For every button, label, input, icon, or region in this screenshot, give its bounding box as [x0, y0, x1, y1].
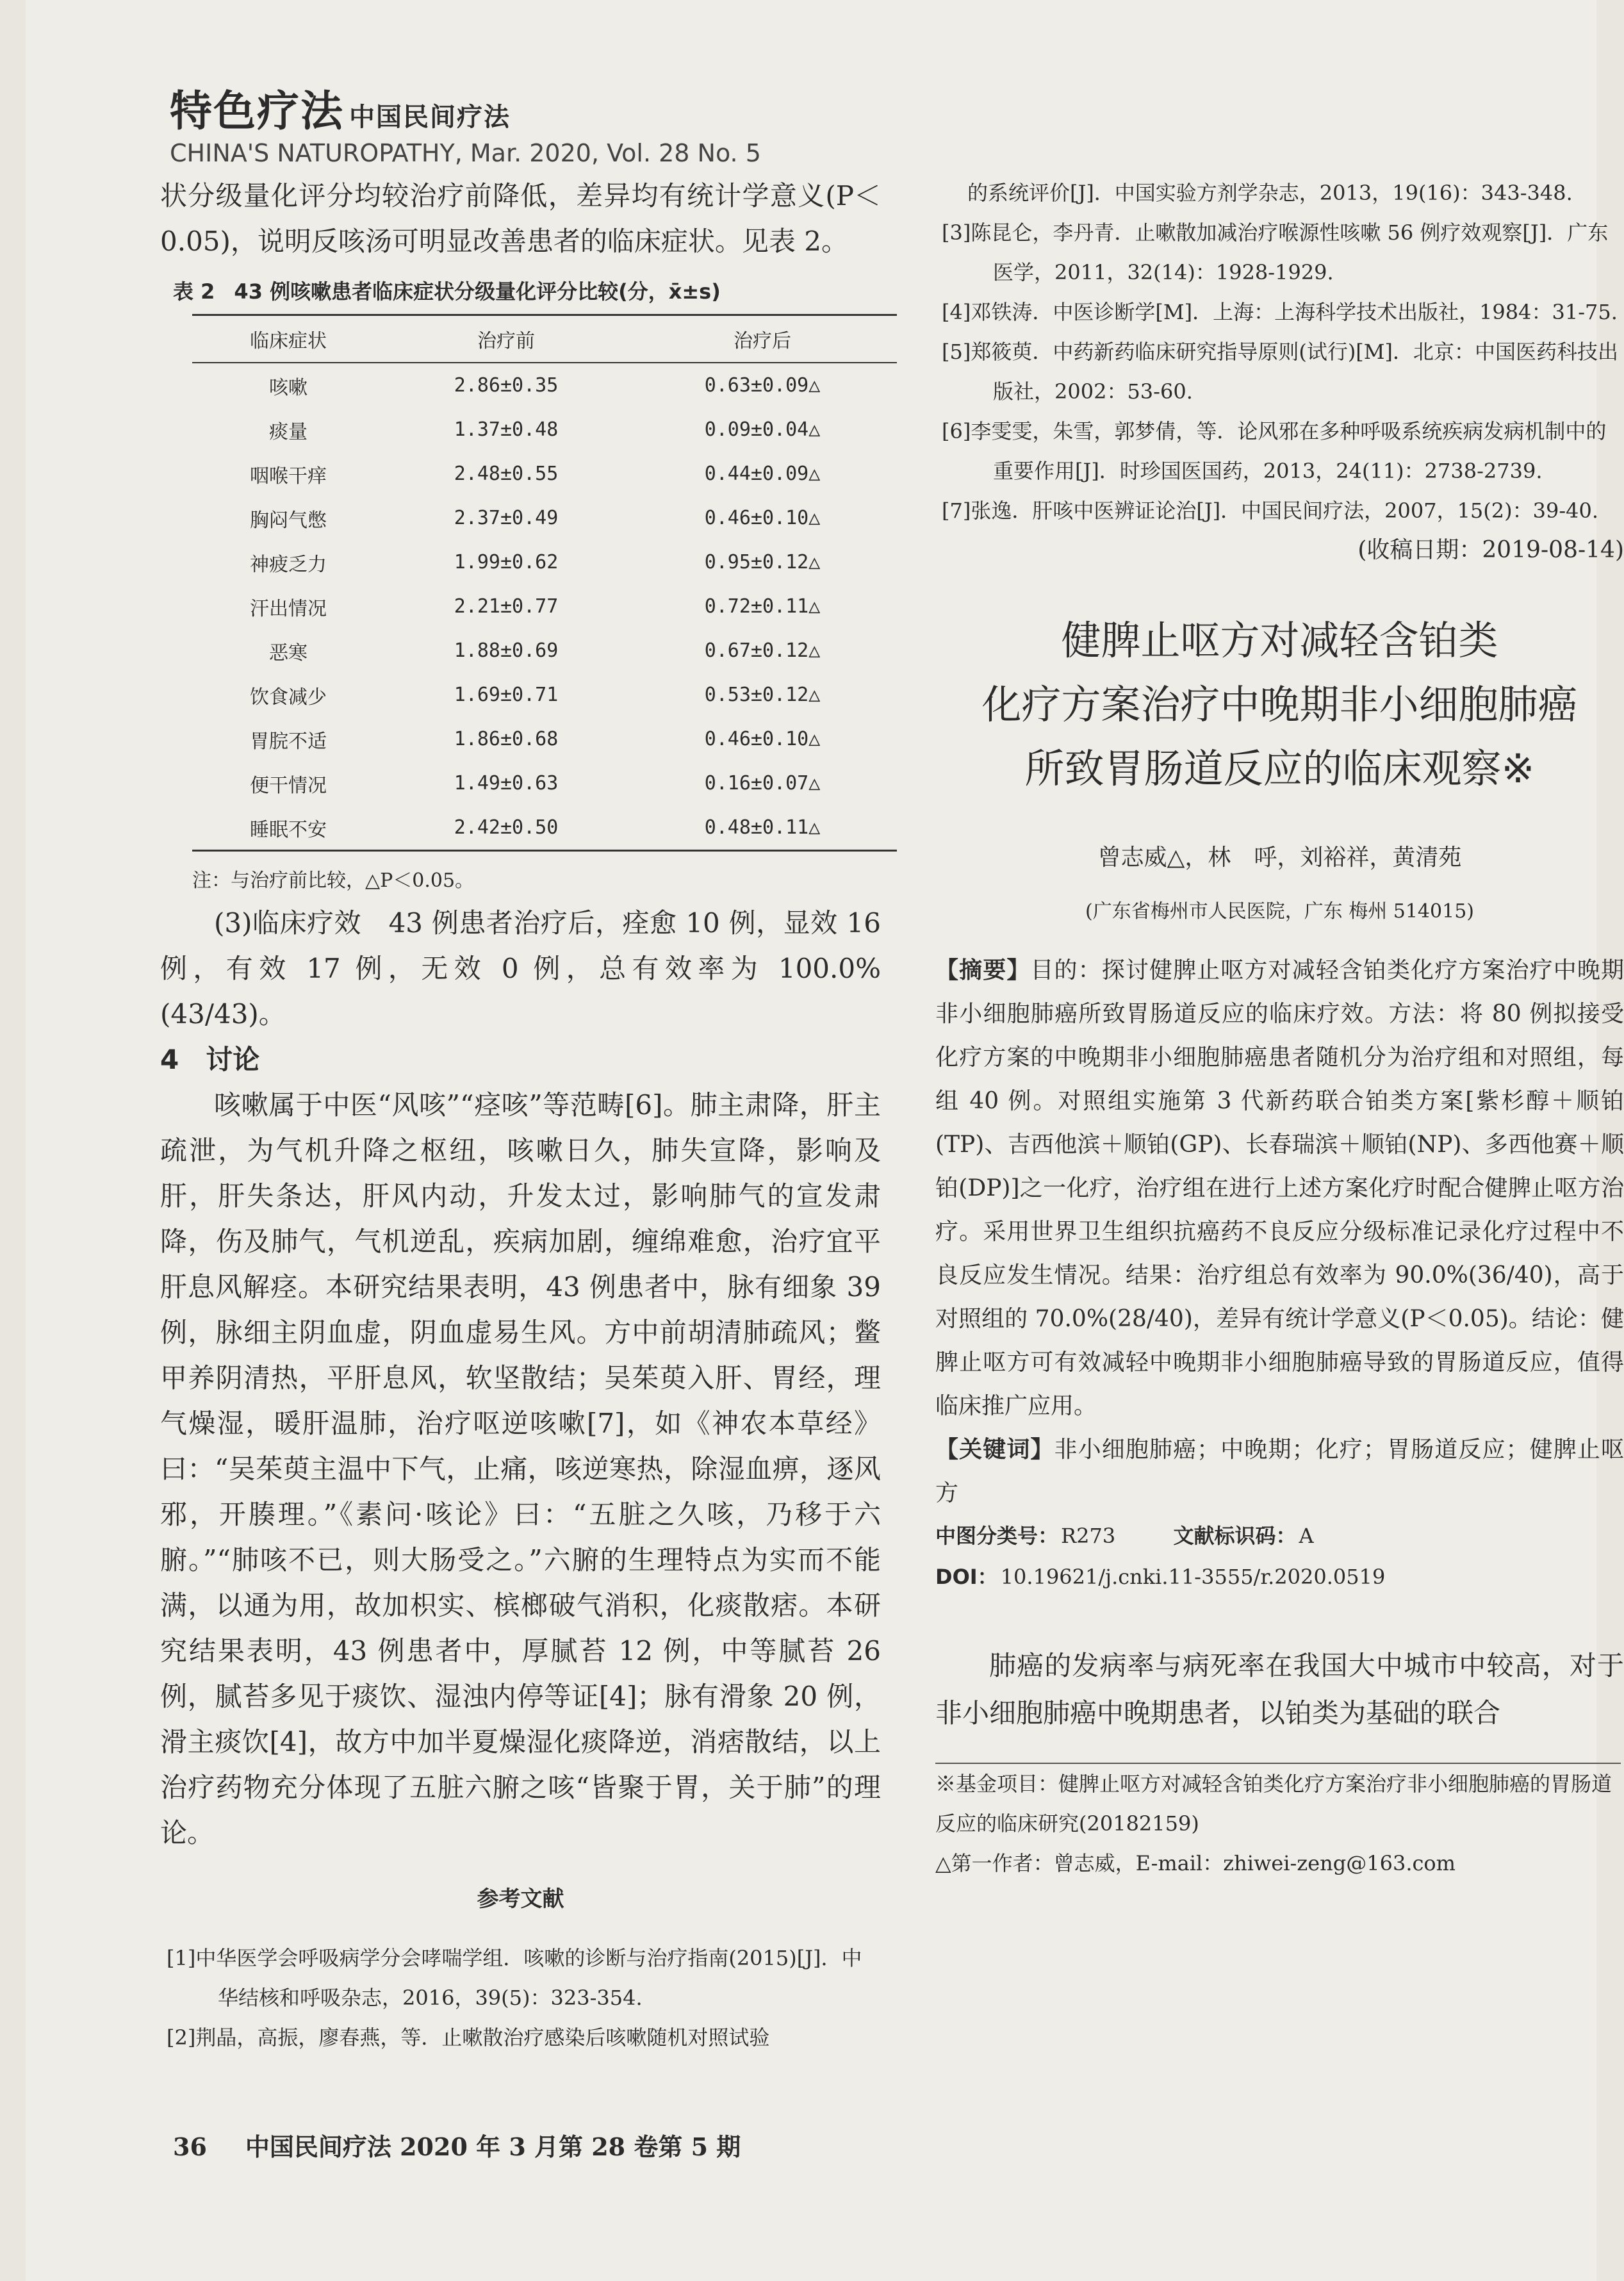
clc-label: 中图分类号：	[935, 1524, 1059, 1548]
table-row	[192, 540, 897, 584]
header-symptom: 临床症状	[192, 315, 384, 363]
doi-value: 10.19621/j.cnki.11-3555/r.2020.0519	[1000, 1565, 1386, 1589]
title-line: 化疗方案治疗中晚期非小细胞肺癌	[981, 681, 1578, 728]
cell-symptom: 痰量	[269, 420, 308, 443]
results-paragraph: 状分级量化评分均较治疗前降低，差异均有统计学意义(P＜0.05)，说明反咳汤可明显改善患者的临床症状。见表 2。	[160, 180, 881, 257]
cell-symptom: 饮食减少	[250, 686, 327, 709]
journal-brand	[170, 77, 810, 138]
reference-item: [6]李雯雯，朱雪，郭梦倩，等．论风邪在多种呼吸系统疾病发病机制中的重要作用[J]．时珍国医国药，2013，24(11)：2738-2739.	[942, 419, 1607, 483]
cell-after: 0.67±0.12△	[704, 639, 821, 662]
footnote-author: △第一作者：曾志威，E-mail：zhiwei-zeng@163.com	[935, 1851, 1456, 1875]
abstract-text: 目的：探讨健脾止呕方对减轻含铂类化疗方案治疗中晚期非小细胞肺癌所致胃肠道反应的临床疗效。方法：将 80 例拟接受化疗方案的中晚期非小细胞肺癌患者随机分为治疗组和对照组，每组 40 例。对照组实施第 3 代新药联合铂类方案[紫杉醇＋顺铂(TP)、吉西他滨＋顺铂(GP)、长春瑞滨＋顺铂(NP)、多西他赛＋顺铂(DP)]之一化疗，治疗组在进行上述方案化疗时配合健脾止呕方治疗。采用世界卫生组织抗癌药不良反应分级标准记录化疗过程中不良反应发生情况。结果：治疗组总有效率为 90.0%(36/40)，高于对照组的 70.0%(28/40)，差异有统计学意义(P＜0.05)。结论：健脾止呕方可有效减轻中晚期非小细胞肺癌导致的胃肠道反应，值得临床推广应用。	[935, 957, 1624, 1419]
header-before: 治疗前	[384, 315, 628, 363]
reference-item: [2]荆晶，高振，廖春燕，等．止嗽散治疗感染后咳嗽随机对照试验	[167, 2025, 770, 2050]
cell-before: 2.42±0.50	[384, 805, 628, 851]
cell-before: 2.86±0.35	[454, 374, 559, 397]
footnote-fund: ※基金项目：健脾止呕方对减轻含铂类化疗方案治疗非小细胞肺癌的胃肠道反应的临床研究(20182159)	[935, 1772, 1612, 1836]
page-number: 36	[173, 2132, 207, 2161]
left-column	[160, 173, 881, 2057]
cell-after: 0.53±0.12△	[704, 684, 821, 706]
cell-before: 1.37±0.48	[454, 418, 559, 441]
cell-symptom: 汗出情况	[250, 597, 327, 620]
cell-symptom: 胸闷气憋	[250, 509, 327, 532]
journal-info-line: CHINA'S NATUROPATHY, Mar. 2020, Vol. 28 No. 5	[170, 139, 761, 167]
cell-after: 0.48±0.11△	[628, 805, 897, 851]
reference-item: [5]郑筱萸．中药新药临床研究指导原则(试行)[M]．北京：中国医药科技出版社，2002：53-60.	[942, 340, 1619, 404]
cell-before: 2.21±0.77	[454, 595, 559, 618]
table-row	[192, 761, 897, 805]
cell-before: 1.99±0.62	[454, 551, 559, 573]
keywords	[935, 1428, 1624, 1515]
doccode-label: 文献标识码：	[1173, 1524, 1297, 1548]
doccode-value: A	[1299, 1524, 1314, 1548]
cell-after: 0.09±0.04△	[704, 418, 821, 441]
table-row	[192, 805, 897, 851]
cell-before: 2.37±0.49	[454, 507, 559, 529]
table-row	[192, 452, 897, 496]
doi-label: DOI：	[935, 1565, 998, 1589]
reference-item: [3]陈昆仑，李丹青．止嗽散加减治疗喉源性咳嗽 56 例疗效观察[J]．广东医学，2011，32(14)：1928-1929.	[942, 220, 1609, 284]
brand-subtitle: 中国民间疗法	[349, 102, 511, 132]
reference-item: [7]张逸．肝咳中医辨证论治[J]．中国民间疗法，2007，15(2)：39-40.	[942, 498, 1599, 523]
authors: 曾志威△，林 呼，刘裕祥，黄清苑	[1097, 844, 1462, 871]
classification-line	[935, 1515, 1624, 1556]
table-row	[192, 363, 897, 408]
table-row	[192, 584, 897, 629]
keywords-label: 【关键词】	[935, 1437, 1054, 1463]
table-row	[192, 673, 897, 717]
title-line: 健脾止呕方对减轻含铂类	[1061, 617, 1498, 664]
reference-item: [1]中华医学会呼吸病学分会哮喘学组．咳嗽的诊断与治疗指南(2015)[J]．中华结核和呼吸杂志，2016，39(5)：323-354.	[167, 1946, 862, 2010]
brand-title: 特色疗法	[170, 86, 344, 136]
cell-before: 1.88±0.69	[454, 639, 559, 662]
cell-symptom: 胃脘不适	[250, 730, 327, 753]
cell-after: 0.44±0.09△	[704, 463, 821, 485]
cell-symptom: 恶寒	[269, 641, 308, 664]
discussion-paragraph: 咳嗽属于中医“风咳”“痉咳”等范畴[6]。肺主肃降，肝主疏泄，为气机升降之枢纽，咳嗽日久，肺失宣降，影响及肝，肝失条达，肝风内动，升发太过，影响肺气的宣发肃降，伤及肺气，气机逆乱，疾病加剧，缠绵难愈，治疗宜平肝息风解痉。本研究结果表明，43 例患者中，脉有细象 39 例，脉细主阴血虚，阴血虚易生风。方中前胡清肺疏风；鳖甲养阴清热，平肝息风，软坚散结；吴茱萸入肝、胃经，理气燥湿，暖肝温肺，治疗呕逆咳嗽[7]，如《神农本草经》曰：“吴茱萸主温中下气，止痛，咳逆寒热，除湿血痹，逐风邪，开腠理。”《素问·咳论》曰：“五脏之久咳，乃移于六腑。”“肺咳不已，则大肠受之。”六腑的生理特点为实而不能满，以通为用，故加枳实、槟榔破气消积，化痰散痞。本研究结果表明，43 例患者中，厚腻苔 12 例，中等腻苔 26 例，腻苔多见于痰饮、湿浊内停等证[4]；脉有滑象 20 例，滑主痰饮[4]，故方中加半夏燥湿化痰降逆，消痞散结，以上治疗药物充分体现了五脏六腑之咳“皆聚于胃，关于肺”的理论。	[160, 1089, 881, 1849]
cell-before: 2.48±0.55	[454, 463, 559, 485]
cell-after: 0.72±0.11△	[704, 595, 821, 618]
table-header-row	[192, 315, 897, 363]
affiliation: (广东省梅州市人民医院，广东 梅州 514015)	[1085, 900, 1474, 923]
cell-symptom: 咳嗽	[269, 376, 308, 399]
page-footer	[173, 2127, 741, 2162]
abstract	[935, 949, 1624, 1428]
journal-page	[26, 0, 1624, 2281]
cell-symptom: 咽喉干痒	[250, 465, 327, 488]
cell-after: 0.63±0.09△	[704, 374, 821, 397]
cell-before: 1.86±0.68	[454, 728, 559, 750]
cell-after: 0.16±0.07△	[704, 772, 821, 795]
references-heading: 参考文献	[477, 1886, 564, 1912]
table-body	[192, 363, 897, 851]
table-number: 表 2	[173, 279, 215, 304]
doi-line	[935, 1556, 1624, 1597]
table-row	[192, 496, 897, 540]
table-row	[192, 717, 897, 761]
table-title: 43 例咳嗽患者临床症状分级量化评分比较(分，x̄±s)	[234, 279, 721, 304]
table-row	[192, 408, 897, 452]
cell-after: 0.46±0.10△	[704, 728, 821, 750]
cell-after: 0.95±0.12△	[704, 551, 821, 573]
received-date: (收稿日期：2019-08-14)	[1357, 537, 1624, 563]
reference-item: [4]邓铁涛．中医诊断学[M]．上海：上海科学技术出版社，1984：31-75.	[942, 300, 1618, 324]
cell-before: 1.69±0.71	[454, 684, 559, 706]
clc-value: R273	[1061, 1524, 1116, 1548]
cell-before: 1.49±0.63	[454, 772, 559, 795]
page-header	[170, 77, 810, 167]
cell-symptom: 神疲乏力	[250, 553, 327, 576]
keywords-text: 非小细胞肺癌；中晚期；化疗；胃肠道反应；健脾止呕方	[935, 1437, 1624, 1506]
reference-continuation: 的系统评价[J]．中国实验方剂学杂志，2013，19(16)：343-348.	[967, 181, 1573, 205]
table-caption	[173, 276, 881, 305]
cell-symptom: 便干情况	[250, 774, 327, 797]
table-row	[192, 629, 897, 673]
right-column	[935, 173, 1624, 1883]
title-line: 所致胃肠道反应的临床观察※	[1024, 745, 1535, 792]
symptom-score-table	[192, 314, 897, 852]
table-note: 注：与治疗前比较，△P＜0.05。	[192, 869, 475, 892]
cell-after: 0.46±0.10△	[704, 507, 821, 529]
journal-issue: 中国民间疗法 2020 年 3 月第 28 卷第 5 期	[245, 2132, 741, 2161]
cell-symptom: 睡眠不安	[192, 805, 384, 851]
efficacy-paragraph: (3)临床疗效 43 例患者治疗后，痊愈 10 例，显效 16 例，有效 17 例，无效 0 例，总有效率为 100.0%(43/43)。	[160, 907, 881, 1030]
introduction-paragraph: 肺癌的发病率与病死率在我国大中城市中较高，对于非小细胞肺癌中晚期患者，以铂类为基础的联合	[935, 1650, 1624, 1729]
discussion-heading: 4 讨论	[160, 1044, 260, 1075]
abstract-label: 【摘要】	[935, 957, 1031, 984]
article-title	[935, 609, 1624, 801]
header-after: 治疗后	[628, 315, 897, 363]
